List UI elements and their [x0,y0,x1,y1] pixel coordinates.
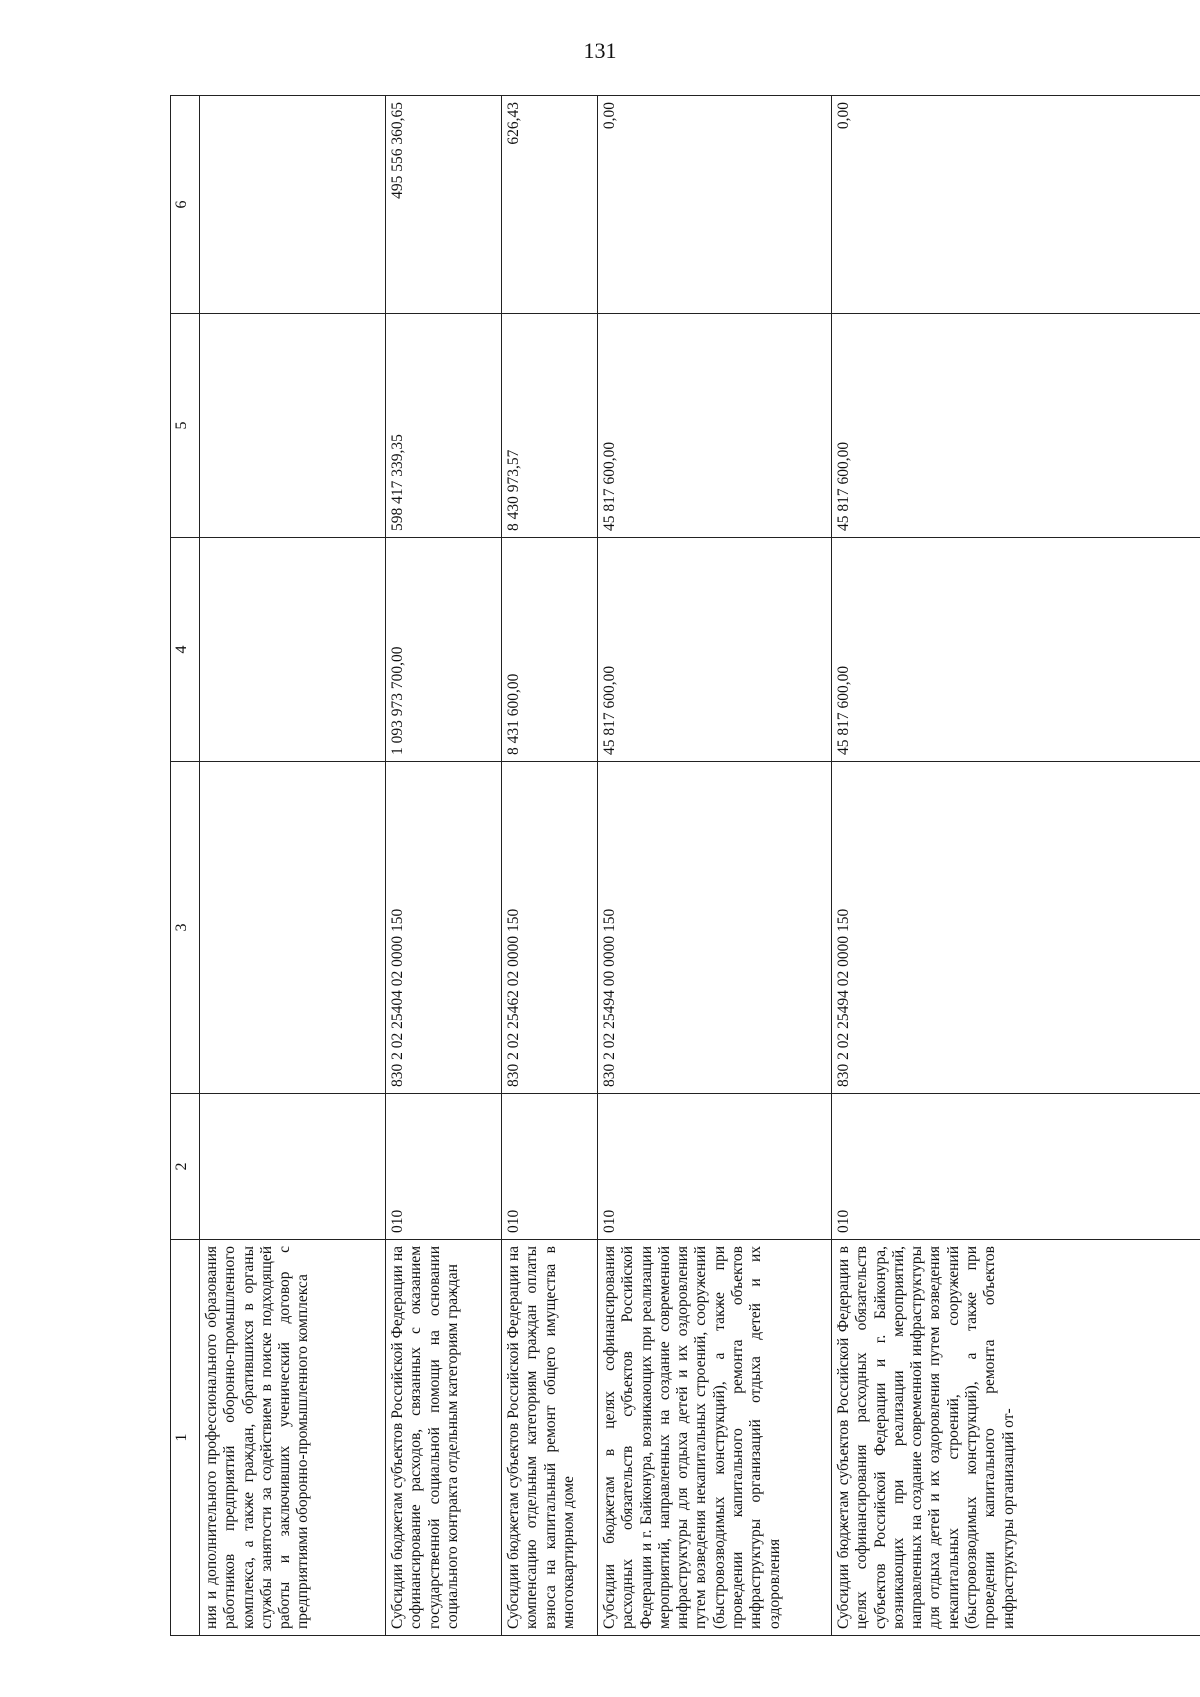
column-header-4: 4 [171,538,200,762]
row-value-4: 45 817 600,00 [832,538,1200,762]
table-row [386,96,502,1636]
row-value-4: 1 093 973 700,00 [386,538,502,762]
row-value-5: 8 430 973,57 [502,314,598,538]
row-value-6: 626,43 [502,96,598,314]
table-header-row [171,96,200,1636]
row-value-5: 598 417 339,35 [386,314,502,538]
table-row [598,96,832,1636]
row-value-5 [200,314,386,538]
row-description: Субсидии бюджетам субъектов Российской Федерации в целях софинансирования расходных обязательств субъектов Российской Федерации и г. Байконура, возникающих при реализации мероприятий, направленных на создание современной инфраструктуры для отдыха детей и их оздоровления путем возведения некапитальных строений, сооружений (быстровозводимых конструкций), а также при проведении капитального ремонта объектов инфраструктуры организаций от- [832,1240,1200,1636]
row-value-6: 0,00 [832,96,1200,314]
row-classification-code: 830 2 02 25462 02 0000 150 [502,762,598,1094]
row-classification-code [200,762,386,1094]
row-description: ния и дополнительного профессионального образования работников предприятий оборонно-промышленного комплекса, а также граждан, обратившихся в органы службы занятости за содействием в поиске подходящей работы и заключивших ученический договор с предприятиями оборонно-промышленного комплекса [200,1240,386,1636]
column-header-5: 5 [171,314,200,538]
row-value-6 [200,96,386,314]
row-value-5: 45 817 600,00 [832,314,1200,538]
row-code: 010 [832,1094,1200,1240]
row-code: 010 [598,1094,832,1240]
row-classification-code: 830 2 02 25494 00 0000 150 [598,762,832,1094]
column-header-2: 2 [171,1094,200,1240]
budget-table [170,95,1200,1636]
column-header-1: 1 [171,1240,200,1636]
row-value-4: 8 431 600,00 [502,538,598,762]
row-description: Субсидии бюджетам в целях софинансирования расходных обязательств субъектов Российской Федерации и г. Байконура, возникающих при реализации мероприятий, направленных на создание современной инфраструктуры для отдыха детей и их оздоровления путем возведения некапитальных строений, сооружений (быстровозводимых конструкций), а также при проведении капитального ремонта объектов инфраструктуры организаций отдыха детей и их оздоровления [598,1240,832,1636]
table-row [832,96,1200,1636]
page-number: 131 [583,38,617,63]
table-row [200,96,386,1636]
row-code [200,1094,386,1240]
row-value-5: 45 817 600,00 [598,314,832,538]
row-code: 010 [386,1094,502,1240]
row-value-4 [200,538,386,762]
row-description: Субсидии бюджетам субъектов Российской Федерации на компенсацию отдельным категориям граждан оплаты взноса на капитальный ремонт общего имущества в многоквартирном доме [502,1240,598,1636]
row-code: 010 [502,1094,598,1240]
table-row [502,96,598,1636]
row-classification-code: 830 2 02 25404 02 0000 150 [386,762,502,1094]
row-value-6: 495 556 360,65 [386,96,502,314]
row-classification-code: 830 2 02 25494 02 0000 150 [832,762,1200,1094]
row-value-6: 0,00 [598,96,832,314]
row-description: Субсидии бюджетам субъектов Российской Федерации на софинансирование расходов, связанных с оказанием государственной социальной помощи на основании социального контракта отдельным категориям граждан [386,1240,502,1636]
rotated-table-wrapper [170,96,1200,1636]
row-value-4: 45 817 600,00 [598,538,832,762]
column-header-3: 3 [171,762,200,1094]
column-header-6: 6 [171,96,200,314]
